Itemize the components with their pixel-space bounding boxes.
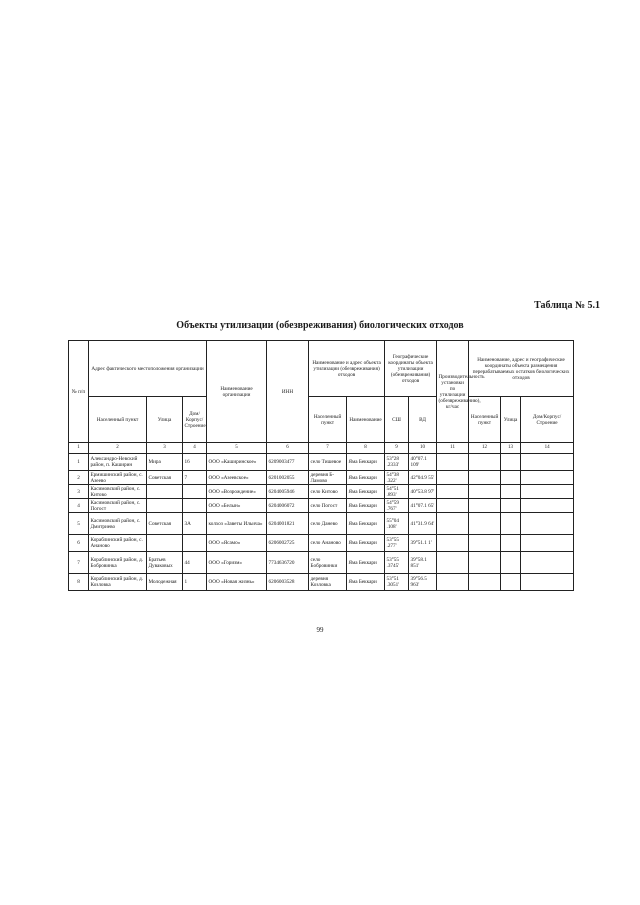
column-number: 12 — [469, 443, 501, 454]
cell-inn: 6204005946 — [267, 485, 309, 499]
cell-street: Мира — [147, 454, 183, 471]
cell-inn: 6204001821 — [267, 513, 309, 535]
table-row — [69, 485, 574, 499]
cell-empty — [521, 513, 574, 535]
cell-street: Братьев Дуваковых — [147, 552, 183, 574]
cell-empty — [469, 535, 501, 552]
cell-obj-name: Яма Беккари — [347, 574, 385, 591]
cell-obj-settlement: село Тишевое — [309, 454, 347, 471]
cell-obj-name: Яма Беккари — [347, 454, 385, 471]
cell-empty — [501, 499, 521, 513]
cell-empty — [469, 485, 501, 499]
column-number: 7 — [309, 443, 347, 454]
column-number: 5 — [207, 443, 267, 454]
cell-settlement: Касимовский район, с. Погост — [89, 499, 147, 513]
header-rem-street: Улица — [501, 397, 521, 443]
waste-objects-table — [68, 340, 574, 591]
cell-inn: 6206003528 — [267, 574, 309, 591]
cell-house — [183, 499, 207, 513]
cell-lat: 54°59 .767' — [385, 499, 409, 513]
cell-inn: 6204006072 — [267, 499, 309, 513]
cell-inn: 6206002725 — [267, 535, 309, 552]
header-coords-group: Географические координаты объекта утилизации (обезвреживания) отходов — [385, 341, 437, 397]
cell-house — [183, 535, 207, 552]
cell-street — [147, 535, 183, 552]
header-object-group: Наименование и адрес объекта утилизации (обезвреживания) отходов — [309, 341, 385, 397]
cell-settlement: Касимовский район, с. Китово — [89, 485, 147, 499]
cell-lat: 54°38 .322' — [385, 471, 409, 485]
column-number: 8 — [347, 443, 385, 454]
cell-empty — [521, 535, 574, 552]
cell-empty — [437, 485, 469, 499]
cell-empty — [469, 574, 501, 591]
cell-n: 3 — [69, 485, 89, 499]
header-obj-name: Наименование — [347, 397, 385, 443]
cell-settlement: Касимовский район, с. Дмитриево — [89, 513, 147, 535]
cell-empty — [521, 574, 574, 591]
cell-lat: 53°28 .2333' — [385, 454, 409, 471]
cell-street — [147, 485, 183, 499]
cell-inn: 6209003477 — [267, 454, 309, 471]
header-capacity: Производительность установки по утилизации (обезвреживанию), кг/час — [437, 341, 469, 443]
cell-org: ООО «Возрождение» — [207, 485, 267, 499]
cell-n: 5 — [69, 513, 89, 535]
cell-empty — [469, 471, 501, 485]
header-lon: ВД — [409, 397, 437, 443]
cell-org: колхоз «Заветы Ильича» — [207, 513, 267, 535]
cell-lon: 39°56.5 963' — [409, 574, 437, 591]
column-number: 11 — [437, 443, 469, 454]
cell-empty — [469, 552, 501, 574]
cell-obj-name: Яма Беккари — [347, 535, 385, 552]
cell-street — [147, 499, 183, 513]
cell-lon: 40°53.8 97' — [409, 485, 437, 499]
cell-n: 2 — [69, 471, 89, 485]
cell-settlement: Кораблинский район, д. Козловка — [89, 574, 147, 591]
cell-empty — [469, 499, 501, 513]
column-number: 6 — [267, 443, 309, 454]
table-row — [69, 535, 574, 552]
cell-settlement: Кораблинский район, д. Бобровинка — [89, 552, 147, 574]
header-org-name: Наименование организации — [207, 341, 267, 443]
column-number: 14 — [521, 443, 574, 454]
header-num: № п/п — [69, 341, 89, 443]
cell-org: ООО «Каширинское» — [207, 454, 267, 471]
column-number: 1 — [69, 443, 89, 454]
cell-empty — [437, 499, 469, 513]
cell-obj-settlement: село Бобровинки — [309, 552, 347, 574]
header-settlement: Населенный пункт — [89, 397, 147, 443]
cell-org: ООО «Ясамо» — [207, 535, 267, 552]
cell-empty — [437, 574, 469, 591]
table-row — [69, 574, 574, 591]
cell-org: ООО «Новая жизнь» — [207, 574, 267, 591]
cell-house: 1 — [183, 574, 207, 591]
header-obj-settlement: Населенный пункт — [309, 397, 347, 443]
cell-empty — [521, 454, 574, 471]
cell-empty — [437, 471, 469, 485]
cell-house: 44 — [183, 552, 207, 574]
header-rem-house: Дом/Корпус/Строение — [521, 397, 574, 443]
cell-obj-settlement: село Ананово — [309, 535, 347, 552]
cell-house: 16 — [183, 454, 207, 471]
table-row — [69, 471, 574, 485]
cell-obj-name: Яма Беккари — [347, 513, 385, 535]
cell-lon: 41°31.9 64' — [409, 513, 437, 535]
cell-empty — [501, 471, 521, 485]
cell-org: ООО «Азеевское» — [207, 471, 267, 485]
cell-obj-settlement: село Китово — [309, 485, 347, 499]
header-inn: ИНН — [267, 341, 309, 443]
cell-house: 7 — [183, 471, 207, 485]
cell-empty — [521, 485, 574, 499]
cell-empty — [437, 552, 469, 574]
cell-empty — [469, 454, 501, 471]
cell-lon: 39°51.1 1' — [409, 535, 437, 552]
column-number: 13 — [501, 443, 521, 454]
cell-n: 1 — [69, 454, 89, 471]
cell-lon: 40°07.1 109' — [409, 454, 437, 471]
cell-empty — [521, 499, 574, 513]
cell-lat: 53°51 .3051' — [385, 574, 409, 591]
cell-empty — [521, 552, 574, 574]
cell-lon: 42°04.9 55' — [409, 471, 437, 485]
cell-n: 6 — [69, 535, 89, 552]
cell-lon: 41°07.1 65' — [409, 499, 437, 513]
cell-settlement: Александро-Невский район, п. Каширин — [89, 454, 147, 471]
cell-empty — [501, 485, 521, 499]
cell-empty — [437, 535, 469, 552]
header-street: Улица — [147, 397, 183, 443]
cell-lat: 53°55 .277' — [385, 535, 409, 552]
header-rem-settlement: Населенный пункт — [469, 397, 501, 443]
cell-empty — [521, 471, 574, 485]
column-number: 10 — [409, 443, 437, 454]
column-number: 9 — [385, 443, 409, 454]
cell-org: ООО «Горизм» — [207, 552, 267, 574]
cell-empty — [501, 535, 521, 552]
cell-inn: 6201002055 — [267, 471, 309, 485]
cell-n: 4 — [69, 499, 89, 513]
cell-obj-name: Яма Беккари — [347, 499, 385, 513]
table-body — [69, 454, 574, 591]
cell-settlement: Ермишинский район, с. Азеево — [89, 471, 147, 485]
cell-empty — [501, 513, 521, 535]
cell-n: 8 — [69, 574, 89, 591]
cell-lat: 55°04 .108' — [385, 513, 409, 535]
cell-inn: 7734636720 — [267, 552, 309, 574]
table-row — [69, 499, 574, 513]
table-row — [69, 454, 574, 471]
table-title: Объекты утилизации (обезвреживания) биологических отходов — [176, 320, 464, 331]
cell-obj-settlement: село Погост — [309, 499, 347, 513]
cell-street: Молодежная — [147, 574, 183, 591]
cell-empty — [469, 513, 501, 535]
cell-empty — [501, 552, 521, 574]
page-number: 99 — [316, 626, 324, 634]
cell-n: 7 — [69, 552, 89, 574]
cell-lat: 54°51 .893' — [385, 485, 409, 499]
cell-house: 3А — [183, 513, 207, 535]
cell-empty — [501, 454, 521, 471]
cell-obj-name: Яма Беккари — [347, 471, 385, 485]
column-number: 3 — [147, 443, 183, 454]
cell-obj-settlement: деревня Козловка — [309, 574, 347, 591]
header-lat: СШ — [385, 397, 409, 443]
cell-lat: 53°55 .3745' — [385, 552, 409, 574]
table-row — [69, 513, 574, 535]
cell-house — [183, 485, 207, 499]
table-row — [69, 552, 574, 574]
cell-org: ООО «Белын» — [207, 499, 267, 513]
cell-obj-name: Яма Беккари — [347, 485, 385, 499]
cell-empty — [437, 454, 469, 471]
header-remains-group: Наименование, адрес и географические координаты объекта размещения перерабатываемых остатков биологических отходов — [469, 341, 574, 397]
header-address-group: Адрес фактического местоположения организации — [89, 341, 207, 397]
cell-empty — [501, 574, 521, 591]
cell-obj-settlement: деревня Б-Ламово — [309, 471, 347, 485]
cell-empty — [437, 513, 469, 535]
cell-obj-settlement: село Данево — [309, 513, 347, 535]
column-number: 2 — [89, 443, 147, 454]
header-house: Дом/Корпус/Строение — [183, 397, 207, 443]
cell-obj-name: Яма Беккари — [347, 552, 385, 574]
table-label: Таблица № 5.1 — [534, 300, 600, 311]
cell-lon: 39°58.1 851' — [409, 552, 437, 574]
cell-street: Советская — [147, 471, 183, 485]
cell-settlement: Кораблинский район, с. Ананово — [89, 535, 147, 552]
column-number: 4 — [183, 443, 207, 454]
column-numbers-row — [69, 443, 574, 454]
cell-street: Советская — [147, 513, 183, 535]
